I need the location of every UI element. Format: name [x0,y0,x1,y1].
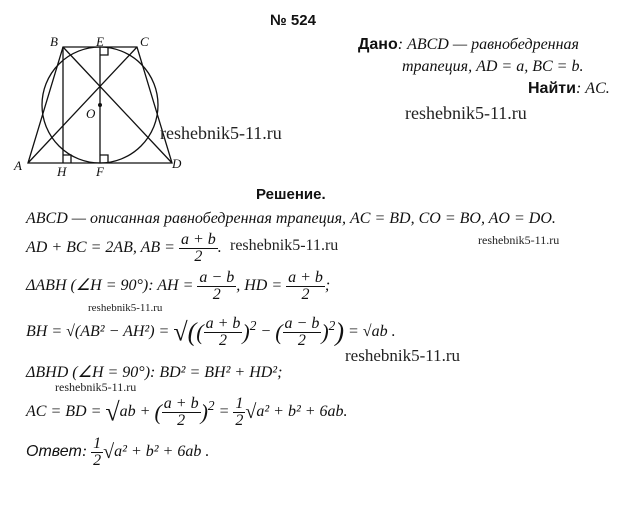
given-line-1 [358,36,579,54]
center-point-o [98,103,102,107]
watermark: reshebnik5-11.ru [160,123,282,143]
equals-sign: = [218,403,230,421]
solution-line-1: ABCD — описанная равнобедренная трапеция, AC = BD, CO = BO, AO = DO. [26,210,556,227]
label-e: E [96,34,104,49]
fraction: $\frac{1}{2}$ [235,395,244,429]
label-c: C [140,34,149,49]
fraction: $\frac{a + b}{2}$ [288,269,323,303]
line3-mid: , HD = [236,277,283,295]
given-label: Дано [358,36,398,53]
watermark: reshebnik5-11.ru [230,237,339,254]
answer-end: a² + b² + 6ab . [114,443,210,461]
solution-line-6: AC = BD = √ab + ( $\frac{a + b}{2}$ )$^2$ = $\frac{1}{2}$ √a² + b² + 6ab. [26,395,348,429]
solution-heading: Решение. [256,186,326,203]
line6-end: a² + b² + 6ab. [256,403,348,421]
given-text-1: : ABCD — равнобедренная [397,36,579,53]
solution-line-2: AD + BC = 2AB, AB = $\frac{a + b}{2}$ . [26,231,222,265]
fraction: $\frac{a + b}{2}$ [180,231,216,265]
find-line [528,80,610,98]
minus-sign: − [260,323,272,341]
given-line-2: трапеция, AD = a, BC = b. [402,58,584,75]
label-b: B [50,34,58,49]
right-angle-h [63,155,71,163]
problem-number: № 524 [270,12,316,29]
solution-line-3: ΔABH (∠H = 90°): AH = $\frac{a - b}{2}$ , HD = $\frac{a + b}{2}$ ; [26,269,331,303]
watermark: reshebnik5-11.ru [55,380,137,394]
diagonal-bd [63,47,172,163]
watermark: reshebnik5-11.ru [405,103,527,123]
label-f: F [96,164,104,179]
answer-label: Ответ [26,443,82,461]
fraction: $\frac{a + b}{2}$ [163,395,199,429]
find-label: Найти [528,80,576,97]
answer-line: Ответ: $\frac{1}{2}$ √a² + b² + 6ab . [26,435,210,469]
label-h: H [57,164,67,179]
watermark: reshebnik5-11.ru [478,233,560,247]
solution-line-5: ΔBHD (∠H = 90°): BD² = BH² + HD²; [26,364,283,381]
fraction: $\frac{1}{2}$ [93,435,102,469]
line4-text: BH = √(AB² − AH²) = [26,323,170,341]
label-d: D [172,156,182,171]
find-value: : AC. [575,80,610,97]
solution-line-4: BH = √(AB² − AH²) = √(( $\frac{a + b}{2}$ )$^2$ − ( $\frac{a - b}{2}$ )$^2$) = √ab . [26,315,396,349]
line6-text: AC = BD = [26,403,102,421]
line4-end: = √ab . [348,323,396,341]
label-o: O [86,106,96,121]
watermark: reshebnik5-11.ru [88,302,163,314]
line2-text: AD + BC = 2AB, AB = [26,239,175,257]
label-a: A [14,158,22,173]
answer-colon: : [81,443,88,461]
watermark: reshebnik5-11.ru [345,346,461,365]
fraction: $\frac{a + b}{2}$ [205,315,241,349]
fraction: $\frac{a - b}{2}$ [284,315,320,349]
trapezoid-figure [0,30,200,180]
line6-inner: ab + [119,403,151,421]
fraction: $\frac{a - b}{2}$ [199,269,235,303]
right-angle-f [100,155,108,163]
line3-text: ΔABH (∠H = 90°): AH = [26,277,194,295]
diagonal-ac [28,47,137,163]
